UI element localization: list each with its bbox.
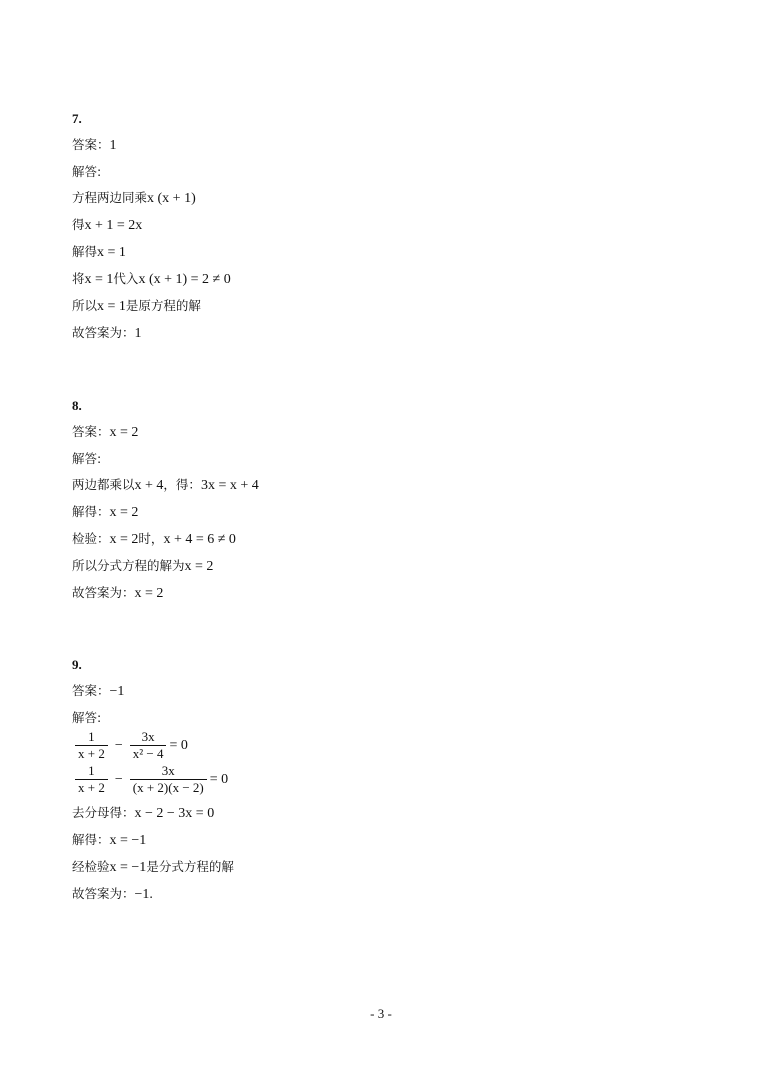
- q9-step-5-math: x = −1: [109, 860, 147, 875]
- q9-step-3: [72, 805, 214, 822]
- q7-step-1-text: 方程两边同乘: [72, 190, 148, 205]
- q7-step-3-text: 解得: [72, 244, 98, 259]
- q8-step-1-math-b: 3x = x + 4: [200, 478, 259, 493]
- q7-step-1-math: x (x + 1): [147, 191, 196, 206]
- q7-step-2-math: x + 1 = 2x: [84, 218, 143, 233]
- q9-eq1-numerator-2: 3x: [141, 729, 155, 744]
- q9-eq1-fraction-2: [130, 730, 167, 761]
- q7-step-4-math-a: x = 1: [84, 272, 114, 287]
- q8-final-label: 故答案为：: [72, 585, 135, 600]
- q7-step-4-text-b: 代入: [113, 271, 139, 286]
- q7-step-1: [72, 190, 196, 207]
- q8-step-1-math-a: x + 4: [134, 478, 164, 493]
- q9-eq2-numerator-2: 3x: [161, 763, 175, 778]
- q8-step-2-math: x = 2: [109, 505, 139, 520]
- q9-eq1-rhs: = 0: [169, 737, 188, 753]
- q7-answer-label: 答案：: [72, 137, 110, 152]
- q9-final-value: −1.: [134, 887, 153, 902]
- q9-solution-label: 解答:: [72, 710, 102, 725]
- q9-equation-1: [72, 730, 188, 761]
- q9-step-4-text: 解得：: [72, 832, 110, 847]
- q8-step-3: [72, 531, 236, 548]
- q9-eq1-denominator-2: x² − 4: [130, 745, 167, 761]
- question-9-number: 9.: [72, 657, 82, 672]
- q9-answer-line: [72, 683, 124, 700]
- q9-step-4-math: x = −1: [109, 833, 147, 848]
- q7-step-2-text: 得: [72, 217, 85, 232]
- q8-step-3-math-b: x + 4 = 6 ≠ 0: [163, 532, 236, 547]
- q9-eq1-operator: −: [114, 737, 123, 753]
- question-8-number: 8.: [72, 398, 82, 413]
- q7-step-5-math: x = 1: [97, 299, 126, 314]
- q8-step-3-text-a: 检验：: [72, 531, 110, 546]
- q9-eq2-fraction-1: [75, 764, 108, 795]
- q7-answer-value: 1: [109, 138, 117, 153]
- q8-answer-value: x = 2: [109, 425, 139, 440]
- q9-eq2-rhs: = 0: [209, 771, 229, 787]
- page-number: - 3 -: [370, 1006, 392, 1021]
- q9-eq1-fraction-1: [75, 730, 108, 761]
- q9-step-5-text-b: 是分式方程的解: [146, 859, 234, 874]
- q9-final-answer: [72, 886, 153, 903]
- q9-step-3-math: x − 2 − 3x = 0: [134, 806, 215, 821]
- q9-answer-label: 答案：: [72, 683, 110, 698]
- q7-final-label: 故答案为：: [72, 325, 135, 340]
- q7-step-4-math-b: x (x + 1) = 2 ≠ 0: [138, 272, 231, 287]
- q8-step-1: [72, 477, 259, 494]
- q8-solution-label: 解答:: [72, 451, 102, 466]
- q9-eq1-numerator-1: 1: [88, 729, 95, 744]
- q8-answer-line: [72, 424, 138, 441]
- q9-eq2-fraction-2: [130, 764, 207, 795]
- q8-step-2-text: 解得：: [72, 504, 110, 519]
- q8-step-4: [72, 558, 213, 575]
- q8-step-3-math-a: x = 2: [109, 532, 139, 547]
- q8-final-answer: [72, 585, 163, 602]
- q8-step-2: [72, 504, 138, 521]
- q7-step-2: [72, 217, 142, 234]
- q7-step-4-text-a: 将: [72, 271, 85, 286]
- q7-step-5-text-a: 所以: [72, 298, 98, 313]
- q9-eq2-operator: −: [114, 771, 123, 787]
- q9-step-4: [72, 832, 146, 849]
- q9-step-5-text-a: 经检验: [72, 859, 110, 874]
- q9-answer-value: −1: [109, 684, 125, 699]
- q7-step-4: [72, 271, 231, 288]
- q7-step-5-text-b: 是原方程的解: [125, 298, 201, 313]
- q8-step-1-text-b: ，得：: [163, 477, 201, 492]
- q8-step-4-math: x = 2: [184, 559, 214, 574]
- q7-step-3-math: x = 1: [97, 245, 126, 260]
- q9-eq2-denominator-2: (x + 2)(x − 2): [130, 779, 207, 795]
- q9-eq1-denominator-1: x + 2: [75, 745, 108, 761]
- q7-answer-line: [72, 137, 117, 154]
- q8-final-value: x = 2: [134, 586, 164, 601]
- q8-step-4-text: 所以分式方程的解为: [72, 558, 185, 573]
- q7-final-value: 1: [134, 326, 142, 341]
- q9-step-5: [72, 859, 234, 876]
- q9-eq2-denominator-1: x + 2: [75, 779, 108, 795]
- q8-step-1-text-a: 两边都乘以: [72, 477, 135, 492]
- q9-final-label: 故答案为：: [72, 886, 135, 901]
- q8-answer-label: 答案：: [72, 424, 110, 439]
- q9-step-3-text: 去分母得：: [72, 805, 135, 820]
- q9-eq2-numerator-1: 1: [88, 763, 95, 778]
- q7-final-answer: [72, 325, 142, 342]
- q7-step-3: [72, 244, 126, 261]
- q9-equation-2: [72, 764, 228, 795]
- q7-solution-label: 解答:: [72, 164, 102, 179]
- q7-step-5: [72, 298, 201, 315]
- q8-step-3-text-b: 时，: [138, 531, 164, 546]
- question-7-number: 7.: [72, 111, 82, 126]
